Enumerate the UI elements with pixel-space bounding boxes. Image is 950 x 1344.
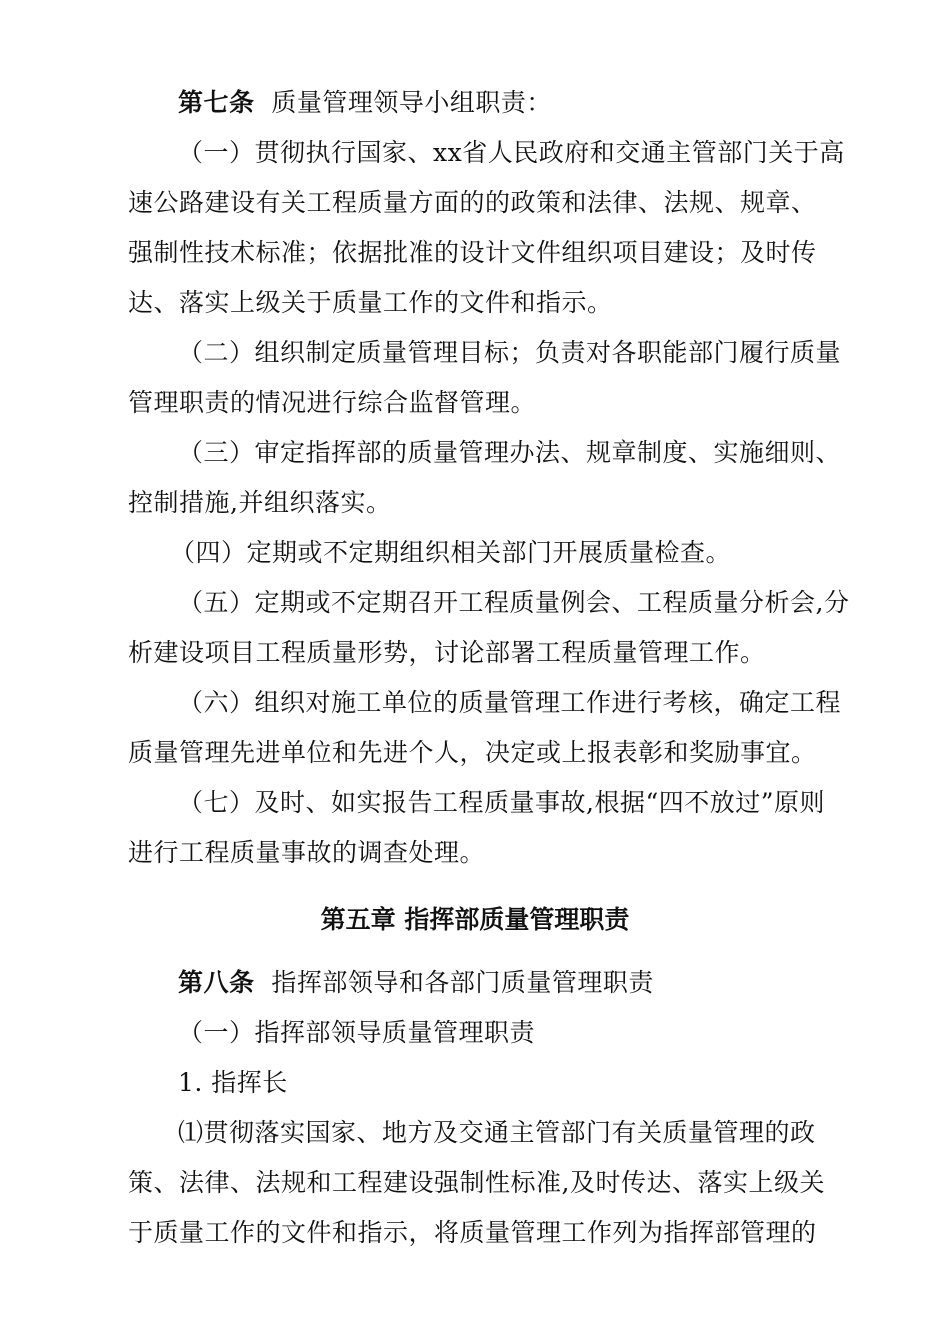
- article7-item3-line2: 控制措施,并组织落实。: [128, 488, 392, 517]
- article7-item1-line4: 达、落实上级关于质量工作的文件和指示。: [128, 288, 613, 317]
- article8-label: 第八条: [178, 968, 255, 997]
- article7-item3-line1: （三）审定指挥部的质量管理办法、规章制度、实施细则、: [178, 438, 842, 467]
- article8-heading: [178, 968, 654, 998]
- article8-sub1: （一）指挥部领导质量管理职责: [178, 1018, 536, 1047]
- article8-para1-line2: 策、法律、法规和工程建设强制性标准,及时传达、落实上级关: [128, 1168, 825, 1197]
- article7-item2-line2: 管理职责的情况进行综合监督管理。: [128, 388, 537, 417]
- article8-para1-line3: 于质量工作的文件和指示，将质量管理工作列为指挥部管理的: [128, 1218, 817, 1247]
- article7-title: 质量管理领导小组职责：: [271, 88, 552, 117]
- article7-item6-line2: 质量管理先进单位和先进个人，决定或上报表彰和奖励事宜。: [128, 738, 817, 767]
- article7-item1-line2: 速公路建设有关工程质量方面的的政策和法律、法规、规章、: [128, 188, 817, 217]
- article7-item6-line1: （六）组织对施工单位的质量管理工作进行考核，确定工程: [178, 688, 842, 717]
- article7-item7-line1: （七）及时、如实报告工程质量事故,根据“四不放过”原则: [178, 788, 826, 817]
- article8-para1-line1: ⑴贯彻落实国家、地方及交通主管部门有关质量管理的政: [178, 1118, 816, 1147]
- article7-item1-line3: 强制性技术标准；依据批准的设计文件组织项目建设；及时传: [128, 238, 817, 267]
- article7-heading: [178, 88, 552, 118]
- article7-item7-line2: 进行工程质量事故的调查处理。: [128, 838, 486, 867]
- article8-title: 指挥部领导和各部门质量管理职责: [271, 968, 654, 997]
- article7-item4-line1: （四）定期或不定期组织相关部门开展质量检查。: [170, 538, 732, 567]
- article7-item1-line1: （一）贯彻执行国家、xx省人民政府和交通主管部门关于高: [178, 138, 845, 167]
- article7-label: 第七条: [178, 88, 255, 117]
- article8-sub1-1: 1. 指挥长: [178, 1068, 288, 1097]
- article7-item5-line1: （五）定期或不定期召开工程质量例会、工程质量分析会,分: [178, 588, 850, 617]
- chapter5-heading: 第五章 指挥部质量管理职责: [320, 905, 630, 934]
- article7-item2-line1: （二）组织制定质量管理目标；负责对各职能部门履行质量: [178, 338, 842, 367]
- article7-item5-line2: 析建设项目工程质量形势，讨论部署工程质量管理工作。: [128, 638, 766, 667]
